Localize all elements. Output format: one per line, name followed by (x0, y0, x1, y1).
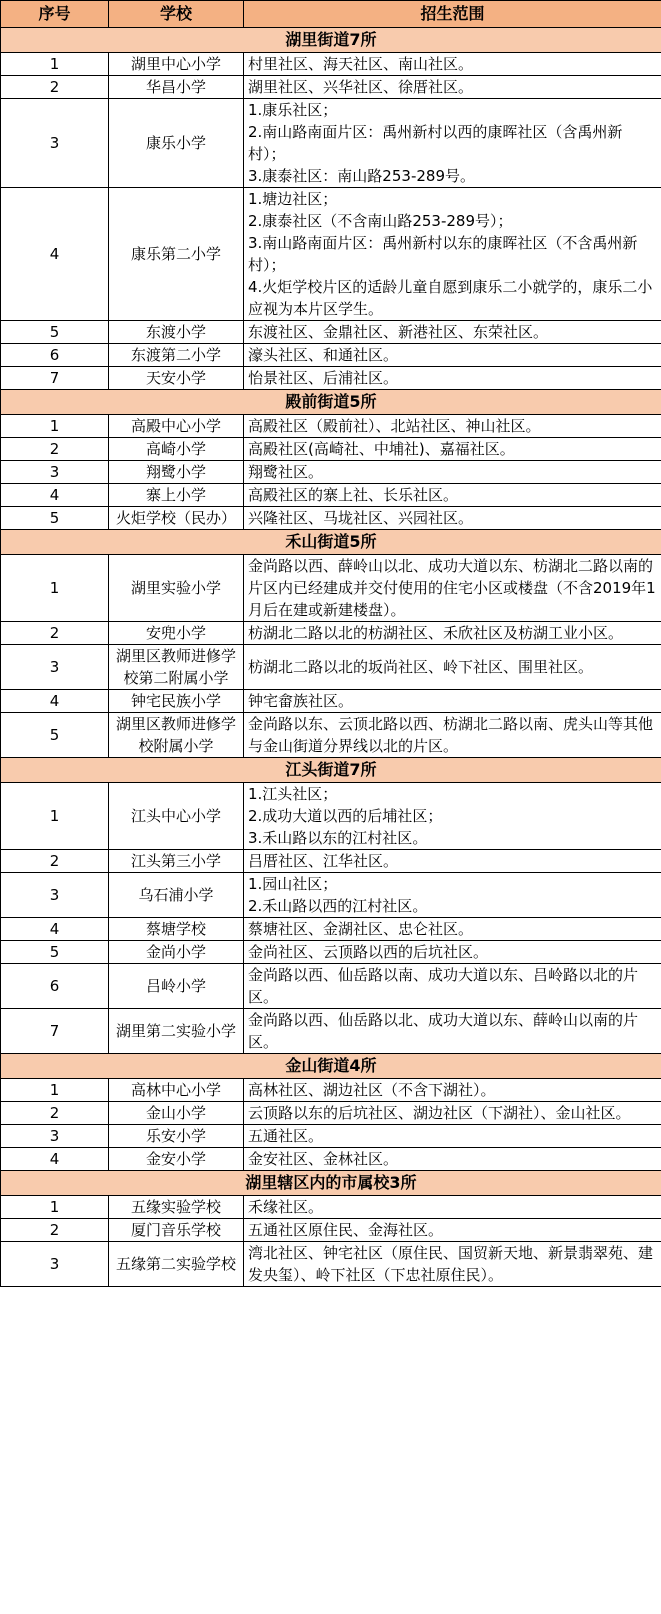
section-row (1, 1171, 661, 1196)
enrollment-range (244, 344, 661, 367)
range-line: 1.康乐社区； (248, 101, 338, 119)
table-row (1, 1242, 661, 1287)
school-name: 东渡小学 (109, 321, 244, 344)
range-line: 吕厝社区、江华社区。 (248, 852, 399, 870)
table-row (1, 690, 661, 713)
range-line: 濠头社区、和通社区。 (248, 346, 399, 364)
enrollment-range (244, 321, 661, 344)
range-line: 湾北社区、钟宅社区（原住民、国贸新天地、新景翡翠苑、建发央玺）、岭下社区（下忠社原住民）。 (248, 1244, 654, 1284)
enrollment-range (244, 1148, 661, 1171)
row-number: 5 (1, 713, 109, 758)
table-row (1, 99, 661, 188)
range-line: 东渡社区、金鼎社区、新港社区、东荣社区。 (248, 323, 549, 341)
table-row (1, 76, 661, 99)
enrollment-range (244, 555, 661, 622)
enrollment-range (244, 850, 661, 873)
section-title: 江头街道7所 (1, 758, 661, 783)
enrollment-range (244, 941, 661, 964)
range-line: 五通社区原住民、金海社区。 (248, 1221, 444, 1239)
row-number: 3 (1, 1125, 109, 1148)
row-number: 1 (1, 555, 109, 622)
table-row (1, 484, 661, 507)
range-line: 3.南山路南面片区：禹州新村以东的康晖社区（不含禹州新村）； (248, 234, 638, 274)
table-row (1, 1125, 661, 1148)
section-row (1, 530, 661, 555)
school-name: 湖里实验小学 (109, 555, 244, 622)
row-number: 1 (1, 1196, 109, 1219)
table-row (1, 367, 661, 390)
range-line: 金尚社区、云顶路以西的后坑社区。 (248, 943, 489, 961)
enrollment-range (244, 1242, 661, 1287)
enrollment-range (244, 1196, 661, 1219)
table-body (1, 28, 661, 1287)
school-name: 湖里区教师进修学校附属小学 (109, 713, 244, 758)
table-row (1, 941, 661, 964)
range-line: 1.江头社区； (248, 785, 338, 803)
enrollment-range (244, 438, 661, 461)
range-line: 高殿社区(高崎社、中埔社)、嘉福社区。 (248, 440, 515, 458)
row-number: 4 (1, 690, 109, 713)
range-line: 高殿社区的寨上社、长乐社区。 (248, 486, 459, 504)
section-title: 湖里辖区内的市属校3所 (1, 1171, 661, 1196)
school-name: 火炬学校（民办） (109, 507, 244, 530)
enrollment-range (244, 1009, 661, 1054)
table-row (1, 415, 661, 438)
enrollment-range (244, 484, 661, 507)
row-number: 2 (1, 622, 109, 645)
row-number: 2 (1, 438, 109, 461)
school-name: 东渡第二小学 (109, 344, 244, 367)
table-row (1, 850, 661, 873)
school-name: 安兜小学 (109, 622, 244, 645)
school-name: 厦门音乐学校 (109, 1219, 244, 1242)
row-number: 4 (1, 1148, 109, 1171)
section-row (1, 1054, 661, 1079)
header-range: 招生范围 (244, 1, 661, 28)
school-name: 湖里第二实验小学 (109, 1009, 244, 1054)
row-number: 3 (1, 873, 109, 918)
enrollment-range (244, 99, 661, 188)
table-row (1, 1196, 661, 1219)
section-title: 殿前街道5所 (1, 390, 661, 415)
enrollment-range (244, 873, 661, 918)
table-row (1, 645, 661, 690)
range-line: 金尚路以东、云顶北路以西、枋湖北二路以南、虎头山等其他与金山街道分界线以北的片区。 (248, 715, 654, 755)
table-row (1, 438, 661, 461)
section-title: 金山街道4所 (1, 1054, 661, 1079)
range-line: 1.塘边社区； (248, 190, 338, 208)
section-title: 禾山街道5所 (1, 530, 661, 555)
row-number: 5 (1, 507, 109, 530)
school-name: 寨上小学 (109, 484, 244, 507)
enrollment-range (244, 507, 661, 530)
table-row (1, 1079, 661, 1102)
enrollment-range (244, 76, 661, 99)
enrollment-range (244, 964, 661, 1009)
section-row (1, 390, 661, 415)
section-title: 湖里街道7所 (1, 28, 661, 53)
range-line: 3.禾山路以东的江村社区。 (248, 829, 428, 847)
school-name: 华昌小学 (109, 76, 244, 99)
enrollment-range (244, 53, 661, 76)
row-number: 4 (1, 918, 109, 941)
school-name: 金尚小学 (109, 941, 244, 964)
enrollment-range (244, 415, 661, 438)
range-line: 枋湖北二路以北的枋湖社区、禾欣社区及枋湖工业小区。 (248, 624, 624, 642)
enrollment-range (244, 622, 661, 645)
enrollment-range (244, 645, 661, 690)
school-name: 高林中心小学 (109, 1079, 244, 1102)
enrollment-range (244, 1079, 661, 1102)
table-row (1, 964, 661, 1009)
row-number: 7 (1, 367, 109, 390)
row-number: 6 (1, 964, 109, 1009)
row-number: 1 (1, 1079, 109, 1102)
header-school: 学校 (109, 1, 244, 28)
table-row (1, 1102, 661, 1125)
table-row (1, 188, 661, 321)
range-line: 金安社区、金林社区。 (248, 1150, 399, 1168)
enrollment-range (244, 1125, 661, 1148)
table-row (1, 1009, 661, 1054)
enrollment-range (244, 783, 661, 850)
school-name: 高崎小学 (109, 438, 244, 461)
range-line: 4.火炬学校片区的适龄儿童自愿到康乐二小就学的，康乐二小应视为本片区学生。 (248, 278, 653, 318)
table-row (1, 507, 661, 530)
range-line: 金尚路以西、仙岳路以北、成功大道以东、薛岭山以南的片区。 (248, 1011, 639, 1051)
range-line: 2.成功大道以西的后埔社区； (248, 807, 443, 825)
enrollment-range (244, 1102, 661, 1125)
enrollment-range (244, 367, 661, 390)
range-line: 云顶路以东的后坑社区、湖边社区（下湖社）、金山社区。 (248, 1104, 631, 1122)
range-line: 蔡塘社区、金湖社区、忠仑社区。 (248, 920, 474, 938)
school-name: 五缘第二实验学校 (109, 1242, 244, 1287)
row-number: 1 (1, 783, 109, 850)
row-number: 4 (1, 484, 109, 507)
enrollment-range (244, 690, 661, 713)
school-name: 江头第三小学 (109, 850, 244, 873)
row-number: 2 (1, 850, 109, 873)
enrollment-range (244, 1219, 661, 1242)
range-line: 湖里社区、兴华社区、徐厝社区。 (248, 78, 474, 96)
row-number: 3 (1, 461, 109, 484)
range-line: 高殿社区（殿前社）、北站社区、神山社区。 (248, 417, 541, 435)
school-name: 湖里区教师进修学校第二附属小学 (109, 645, 244, 690)
school-name: 江头中心小学 (109, 783, 244, 850)
enrollment-range (244, 918, 661, 941)
range-line: 禾缘社区。 (248, 1198, 324, 1216)
table-row (1, 1148, 661, 1171)
range-line: 村里社区、海天社区、南山社区。 (248, 55, 474, 73)
range-line: 1.园山社区； (248, 875, 338, 893)
header-num: 序号 (1, 1, 109, 28)
school-name: 康乐小学 (109, 99, 244, 188)
table-header-row (1, 1, 661, 28)
table-row (1, 461, 661, 484)
enrollment-range (244, 461, 661, 484)
range-line: 兴隆社区、马垅社区、兴园社区。 (248, 509, 474, 527)
school-name: 金安小学 (109, 1148, 244, 1171)
range-line: 2.康泰社区（不含南山路253-289号）； (248, 212, 513, 230)
enrollment-range (244, 713, 661, 758)
table-row (1, 783, 661, 850)
table-row (1, 321, 661, 344)
row-number: 2 (1, 76, 109, 99)
range-line: 高林社区、湖边社区（不含下湖社）。 (248, 1081, 496, 1099)
table-row (1, 713, 661, 758)
school-name: 天安小学 (109, 367, 244, 390)
school-name: 钟宅民族小学 (109, 690, 244, 713)
school-name: 金山小学 (109, 1102, 244, 1125)
school-name: 五缘实验学校 (109, 1196, 244, 1219)
range-line: 金尚路以西、仙岳路以南、成功大道以东、吕岭路以北的片区。 (248, 966, 639, 1006)
school-name: 乐安小学 (109, 1125, 244, 1148)
range-line: 金尚路以西、薛岭山以北、成功大道以东、枋湖北二路以南的片区内已经建成并交付使用的住宅小区或楼盘（不含2019年1月后在建或新建楼盘）。 (248, 557, 656, 619)
school-name: 吕岭小学 (109, 964, 244, 1009)
range-line: 3.康泰社区：南山路253-289号。 (248, 167, 475, 185)
range-line: 2.南山路南面片区：禹州新村以西的康晖社区（含禹州新村）； (248, 123, 623, 163)
table-row (1, 555, 661, 622)
row-number: 3 (1, 1242, 109, 1287)
school-name: 高殿中心小学 (109, 415, 244, 438)
row-number: 4 (1, 188, 109, 321)
table-row (1, 622, 661, 645)
table-row (1, 918, 661, 941)
table-row (1, 53, 661, 76)
table-row (1, 1219, 661, 1242)
row-number: 2 (1, 1102, 109, 1125)
row-number: 3 (1, 99, 109, 188)
school-name: 湖里中心小学 (109, 53, 244, 76)
range-line: 翔鹭社区。 (248, 463, 324, 481)
row-number: 3 (1, 645, 109, 690)
school-name: 蔡塘学校 (109, 918, 244, 941)
range-line: 2.禾山路以西的江村社区。 (248, 897, 428, 915)
range-line: 钟宅畲族社区。 (248, 692, 354, 710)
table-row (1, 873, 661, 918)
row-number: 2 (1, 1219, 109, 1242)
section-row (1, 758, 661, 783)
row-number: 5 (1, 941, 109, 964)
enrollment-range (244, 188, 661, 321)
row-number: 6 (1, 344, 109, 367)
school-name: 乌石浦小学 (109, 873, 244, 918)
school-name: 翔鹭小学 (109, 461, 244, 484)
row-number: 7 (1, 1009, 109, 1054)
table-row (1, 344, 661, 367)
row-number: 1 (1, 415, 109, 438)
range-line: 怡景社区、后浦社区。 (248, 369, 399, 387)
range-line: 枋湖北二路以北的坂尚社区、岭下社区、围里社区。 (248, 658, 594, 676)
row-number: 1 (1, 53, 109, 76)
section-row (1, 28, 661, 53)
range-line: 五通社区。 (248, 1127, 324, 1145)
school-name: 康乐第二小学 (109, 188, 244, 321)
row-number: 5 (1, 321, 109, 344)
